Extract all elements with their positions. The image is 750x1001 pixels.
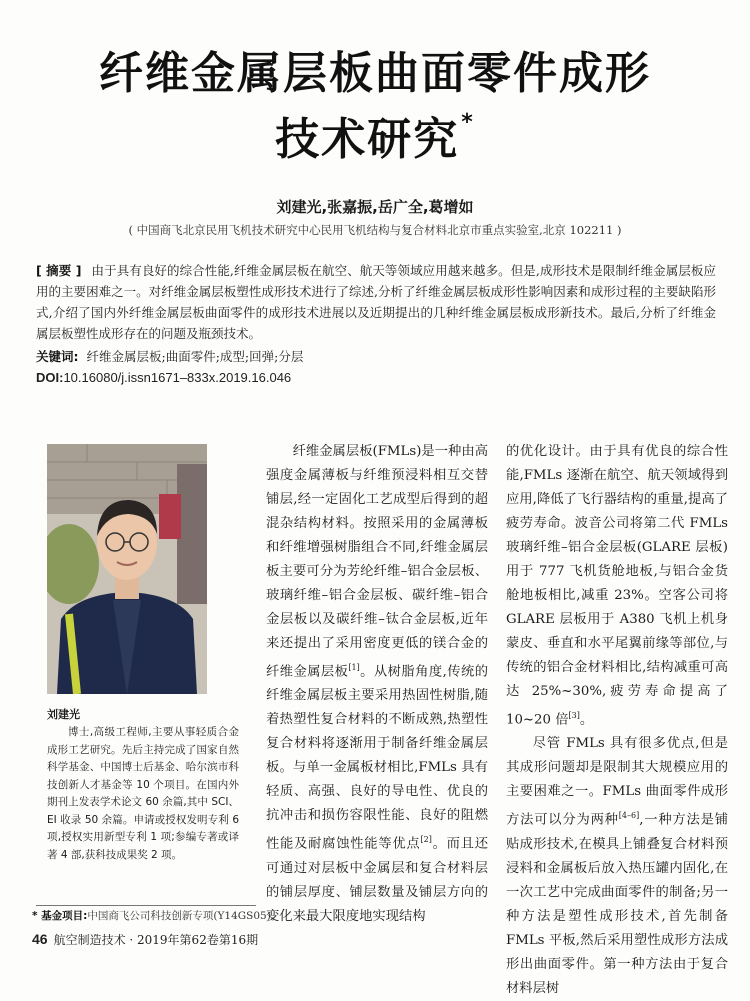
- title-footnote-mark: *: [461, 110, 475, 135]
- citation: [1]: [348, 663, 360, 672]
- abstract-text: 由于具有良好的综合性能,纤维金属层板在航空、航天等领域应用越来越多。但是,成形技术是限制纤维金属层板应用的主要困难之一。对纤维金属层板塑性成形技术进行了综述,分析了纤维金属层板成形性影响因素和成形过程的主要缺陷形式,介绍了国内外纤维金属层板曲面零件的成形技术进展以及近期提出的几种纤维金属层板成形新技术。最后,分析了纤维金属层板塑性成形存在的问题及瓶颈技术。: [36, 263, 716, 341]
- footnote: [32, 908, 281, 923]
- body-paragraph: [506, 732, 728, 1000]
- bio-text: 博士,高级工程师,主要从事轻质合金成形工艺研究。先后主持完成了国家自然科学基金、中国博士后基金、哈尔滨市科技创新人才基金等 10 个项目。在国内外期刊上发表学术论文 60 余篇,其中 SCI、EI 收录 50 余篇。申请或授权发明专利 6 项,授权实用新型专利 1 项;参编专著或译著 4 部,获科技成果奖 2 项。: [47, 726, 239, 861]
- abstract-label: [ 摘要 ]: [36, 263, 82, 278]
- citation: [2]: [420, 835, 432, 845]
- title-line-1: 纤维金属层板曲面零件成形: [99, 48, 651, 99]
- keywords: [36, 347, 716, 365]
- abstract: [36, 260, 716, 344]
- body-text: 的优化设计。由于具有优良的综合性能,FMLs 逐渐在航空、航天领域得到应用,降低了飞行器结构的重量,提高了疲劳寿命。波音公司将第二代 FMLs 玻璃纤维–铝合金层板(GLARE 层板)用于 777 飞机货舱地板,与铝合金货舱地板相比,减重 23%。空客公司将 GLARE 层板用于 A380 飞机上机身蒙皮、垂直和水平尾翼前缘等部位,与传统的铝合金材料相比,结构减重可高达 25%~30%,疲劳寿命提高了 10~20 倍: [506, 444, 728, 728]
- body-text: ,一种方法是铺贴成形技术,在模具上铺叠复合材料预浸料和金属板后放入热压罐内固化,在一次工艺中完成曲面零件的制备;另一种方法是塑性成形技术,首先制备 FMLs 平板,然后采用塑性成形方法成形出曲面零件。第一种方法由于复合材料层树: [506, 812, 729, 996]
- body-paragraph: [506, 440, 728, 732]
- page-number: 46: [32, 931, 48, 947]
- author-photo: [47, 444, 207, 694]
- affiliation: ( 中国商飞北京民用飞机技术研究中心民用飞机结构与复合材料北京市重点实验室,北京 102211 ): [128, 223, 622, 237]
- body-column-3: [506, 440, 728, 1001]
- doi-label: DOI:: [36, 370, 64, 385]
- body-paragraph: [266, 440, 488, 929]
- keywords-text: 纤维金属层板;曲面零件;成型;回弹;分层: [86, 349, 304, 364]
- doi-text: 10.16080/j.issn1671–833x.2019.16.046: [63, 370, 292, 385]
- title-line-2-text: 技术研究: [275, 114, 460, 165]
- body-text: 。: [579, 712, 594, 728]
- page-footer: [32, 931, 258, 948]
- footnote-label: * 基金项目:: [32, 910, 88, 922]
- bio-name: 刘建光: [47, 708, 80, 721]
- body-text: 。而且还可通过对层板中金属层和复合材料层的铺层厚度、铺层数量及铺层方向的变化来最大限度地实现结构: [266, 836, 489, 924]
- citation: [4–6]: [618, 811, 640, 821]
- journal-info: 航空制造技术 · 2019年第62卷第16期: [53, 933, 259, 947]
- body-text: 纤维金属层板(FMLs)是一种由高强度金属薄板与纤维预浸料相互交替铺层,经一定固化工艺成型后得到的超混杂结构材料。按照采用的金属薄板和纤维增强树脂组合不同,纤维金属层板主要可分为芳纶纤维–铝合金层板、玻璃纤维–铝合金层板、碳纤维–铝合金层板以及碳纤维–钛合金层板,近年来还提出了采用密度更低的镁合金的纤维金属层板: [266, 444, 488, 680]
- footnote-divider: [36, 905, 256, 906]
- citation: [3]: [568, 711, 580, 720]
- footnote-text: 中国商飞公司科技创新专项(Y14GS05)。: [87, 910, 282, 922]
- body-column-2: [266, 440, 488, 929]
- authors: 刘建光,张嘉振,岳广全,葛增如: [276, 198, 474, 216]
- body-text: 尽管 FMLs 具有很多优点,但是其成形问题却是限制其大规模应用的主要困难之一。FMLs 曲面零件成形方法可以分为两种: [506, 736, 728, 828]
- body-text: 。从树脂角度,传统的纤维金属层板主要采用热固性树脂,随着热塑性复合材料的不断成熟,热塑性复合材料将逐渐用于制备纤维金属层板。与单一金属板材相比,FMLs 具有轻质、高强、良好的导电性、优良的抗冲击和损伤容限性能、良好的阻燃性能及耐腐蚀性能等优点: [266, 664, 489, 852]
- doi: [36, 370, 291, 385]
- title-line-2: [0, 110, 750, 165]
- keywords-label: 关键词:: [36, 349, 79, 364]
